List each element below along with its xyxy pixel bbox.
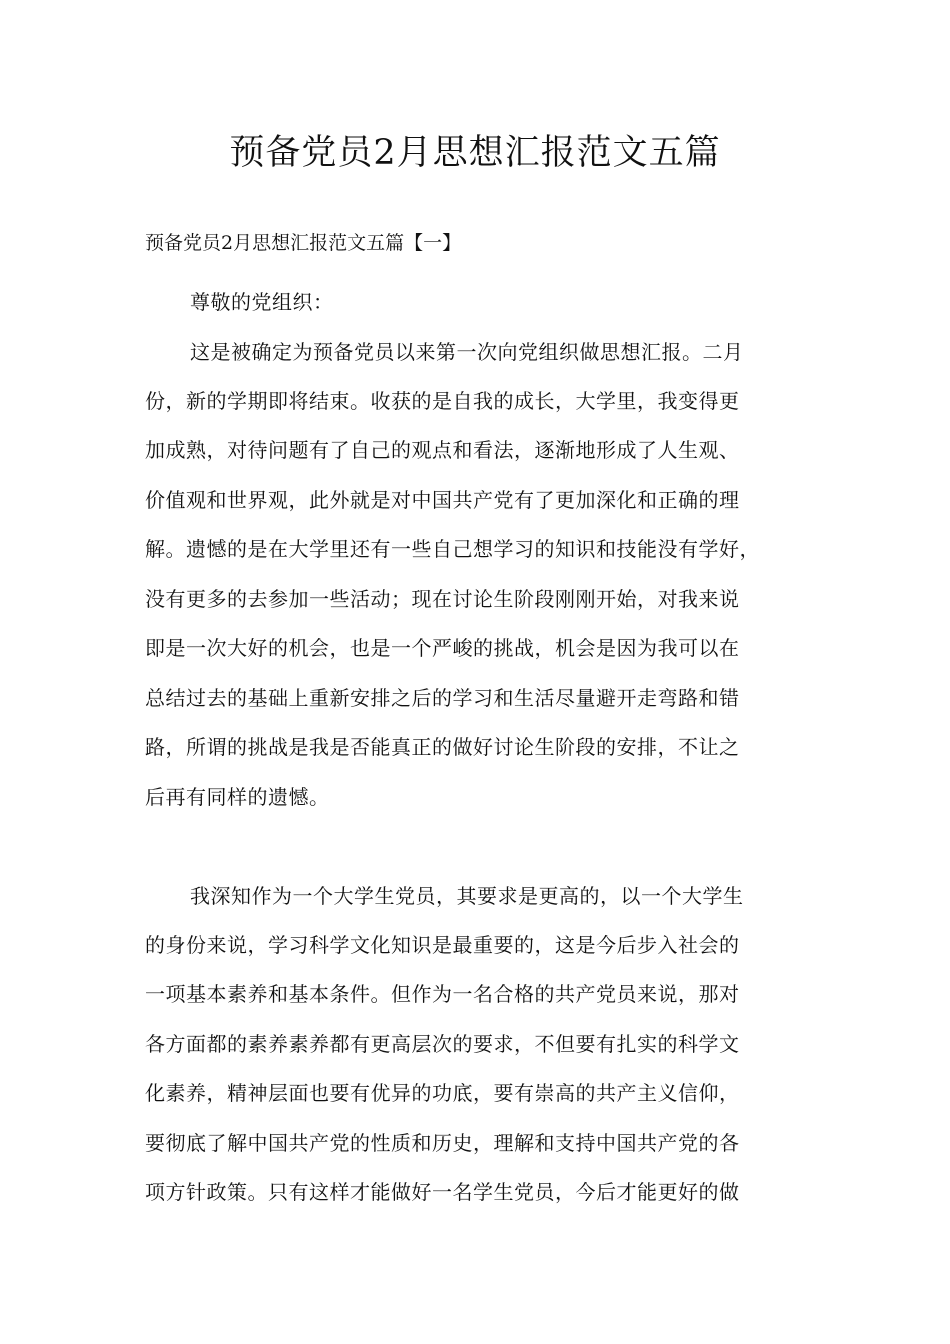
paragraph-line: 后再有同样的遗憾。 [145,785,330,809]
paragraph-line: 没有更多的去参加一些活动；现在讨论生阶段刚刚开始，对我来说 [145,587,740,611]
paragraph-line: 我深知作为一个大学生党员，其要求是更高的，以一个大学生 [190,884,744,908]
paragraph-line: 加成熟，对待问题有了自己的观点和看法，逐渐地形成了人生观、 [145,438,740,462]
paragraph-line: 一项基本素养和基本条件。但作为一名合格的共产党员来说，那对 [145,982,740,1006]
paragraph-line: 这是被确定为预备党员以来第一次向党组织做思想汇报。二月 [190,340,744,364]
paragraph-line: 的身份来说，学习科学文化知识是最重要的，这是今后步入社会的 [145,933,740,957]
paragraph-line: 即是一次大好的机会，也是一个严峻的挑战，机会是因为我可以在 [145,636,740,660]
paragraph-line: 路，所谓的挑战是我是否能真正的做好讨论生阶段的安排，不让之 [145,735,740,759]
paragraph-line: 各方面都的素养素养都有更高层次的要求，不但要有扎实的科学文 [145,1032,740,1056]
paragraph-line: 份，新的学期即将结束。收获的是自我的成长，大学里，我变得更 [145,389,740,413]
paragraph-line: 总结过去的基础上重新安排之后的学习和生活尽量避开走弯路和错 [145,686,740,710]
paragraph-line: 项方针政策。只有这样才能做好一名学生党员，今后才能更好的做 [145,1180,740,1204]
paragraph-line: 化素养，精神层面也要有优异的功底，要有崇高的共产主义信仰， [145,1081,740,1105]
paragraph-line: 要彻底了解中国共产党的性质和历史，理解和支持中国共产党的各 [145,1131,740,1155]
salutation: 尊敬的党组织： [190,290,334,314]
section-heading: 预备党员2月思想汇报范文五篇【一】 [145,232,462,254]
paragraph-line: 价值观和世界观，此外就是对中国共产党有了更加深化和正确的理 [145,488,740,512]
document-title: 预备党员2月思想汇报范文五篇 [229,133,721,173]
paragraph-line: 解。遗憾的是在大学里还有一些自己想学习的知识和技能没有学好， [145,537,760,561]
